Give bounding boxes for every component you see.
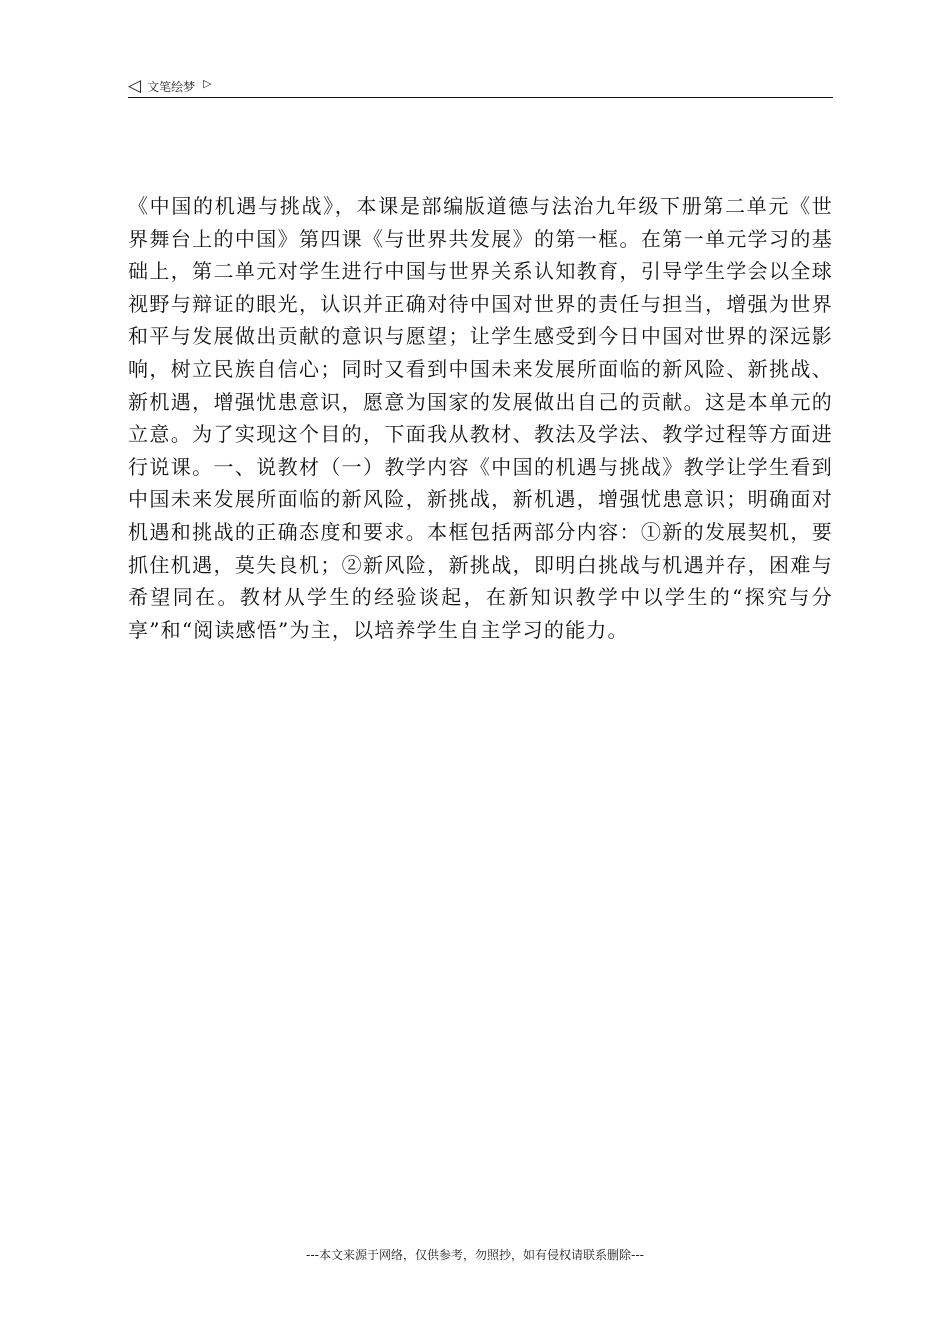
body-paragraph: 《中国的机遇与挑战》，本课是部编版道德与法治九年级下册第二单元《世界舞台上的中国》第四课《与世界共发展》的第一框。在第一单元学习的基础上，第二单元对学生进行中国与世界关系认知教育，引导学生学会以全球视野与辩证的眼光，认识并正确对待中国对世界的责任与担当，增强为世界和平与发展做出贡献的意识与愿望；让学生感受到今日中国对世界的深远影响，树立民族自信心；同时又看到中国未来发展所面临的新风险、新挑战、新机遇，增强忧患意识，愿意为国家的发展做出自己的贡献。这是本单元的立意。为了实现这个目的，下面我从教材、教法及学法、教学过程等方面进行说课。一、说教材（一）教学内容《中国的机遇与挑战》教学让学生看到中国未来发展所面临的新风险，新挑战，新机遇，增强忧患意识；明确面对机遇和挑战的正确态度和要求。本框包括两部分内容：①新的发展契机，要抓住机遇，莫失良机；②新风险，新挑战，即明白挑战与机遇并存，困难与希望同在。教材从学生的经验谈起，在新知识教学中以学生的“探究与分享”和“阅读感悟”为主，以培养学生自主学习的能力。 [128, 194, 833, 642]
page-header [128, 74, 833, 98]
triangle-left-icon: ◁ [128, 75, 142, 96]
triangle-right-icon: ▷ [203, 76, 212, 90]
header-divider [128, 97, 833, 98]
header-title: 文笔绘梦 [147, 79, 196, 94]
footer-disclaimer: ---本文来源于网络，仅供参考，勿照抄，如有侵权请联系删除--- [306, 1248, 644, 1262]
